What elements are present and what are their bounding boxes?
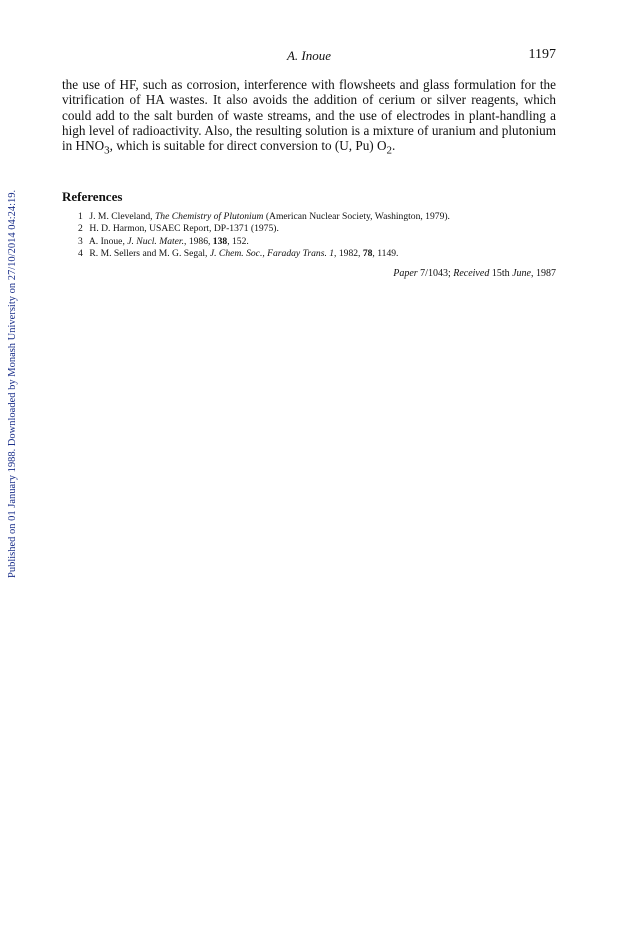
subscript-three: 3 [104,144,110,157]
received-day: 15th [489,268,513,279]
reference-item [78,223,558,235]
running-author: A. Inoue [286,48,332,63]
paper-received-note [393,268,556,279]
reference-year: , 1982, [334,248,363,260]
references-heading: References [62,189,123,204]
reference-item [78,236,558,248]
body-text-cont: , which is suitable for direct conversion to (U, Pu) O [109,138,387,154]
reference-pages: , 1149. [372,248,399,260]
subscript-two: 2 [386,144,393,157]
download-watermark: Published on 01 January 1988. Downloaded by Monash University on 27/10/2014 04:24:19. [7,189,18,578]
reference-list [78,211,558,261]
reference-authors: A. Inoue, [88,235,128,247]
reference-pages: , 152. [227,235,249,247]
reference-item [78,211,558,223]
reference-item [78,248,558,260]
reference-title: The Chemistry of Plutonium [154,211,264,222]
body-text-end: . [392,138,396,154]
running-header [62,48,556,66]
reference-number: 2 [78,223,83,235]
reference-volume: 78 [362,248,373,260]
reference-year: , 1986, [184,235,213,247]
reference-journal: J. Chem. Soc., Faraday Trans. 1 [209,248,335,260]
page-number: 1197 [528,47,556,62]
reference-authors: H. D. Harmon, USAEC Report, DP-1371 (1975). [89,223,279,235]
reference-number: 1 [78,211,83,222]
received-label: Received [453,268,490,279]
reference-authors: J. M. Cleveland, [89,211,155,222]
reference-authors: R. M. Sellers and M. G. Segal, [89,248,210,260]
received-year: , 1987 [531,268,556,279]
reference-volume: 138 [212,235,228,247]
body-text: the use of HF, such as corrosion, interference with flowsheets and glass formulation for the vitrification of HA wastes. It also avoids the addition of cerium or silver reagents, which could add to the salt burden of waste streams, and the use of electrodes in plant-handling a high level of radioactivity. Also, the resulting solution is a mixture of uranium and plutonium in HNO [62,77,556,154]
paper-label: Paper [393,268,418,279]
reference-journal: J. Nucl. Mater. [127,235,185,247]
body-paragraph [62,77,556,159]
reference-details: (American Nuclear Society, Washington, 1979). [263,211,450,222]
reference-number: 4 [78,248,83,260]
paper-id: 7/1043; [417,268,454,279]
reference-number: 3 [78,235,83,247]
received-month: June [512,268,531,279]
